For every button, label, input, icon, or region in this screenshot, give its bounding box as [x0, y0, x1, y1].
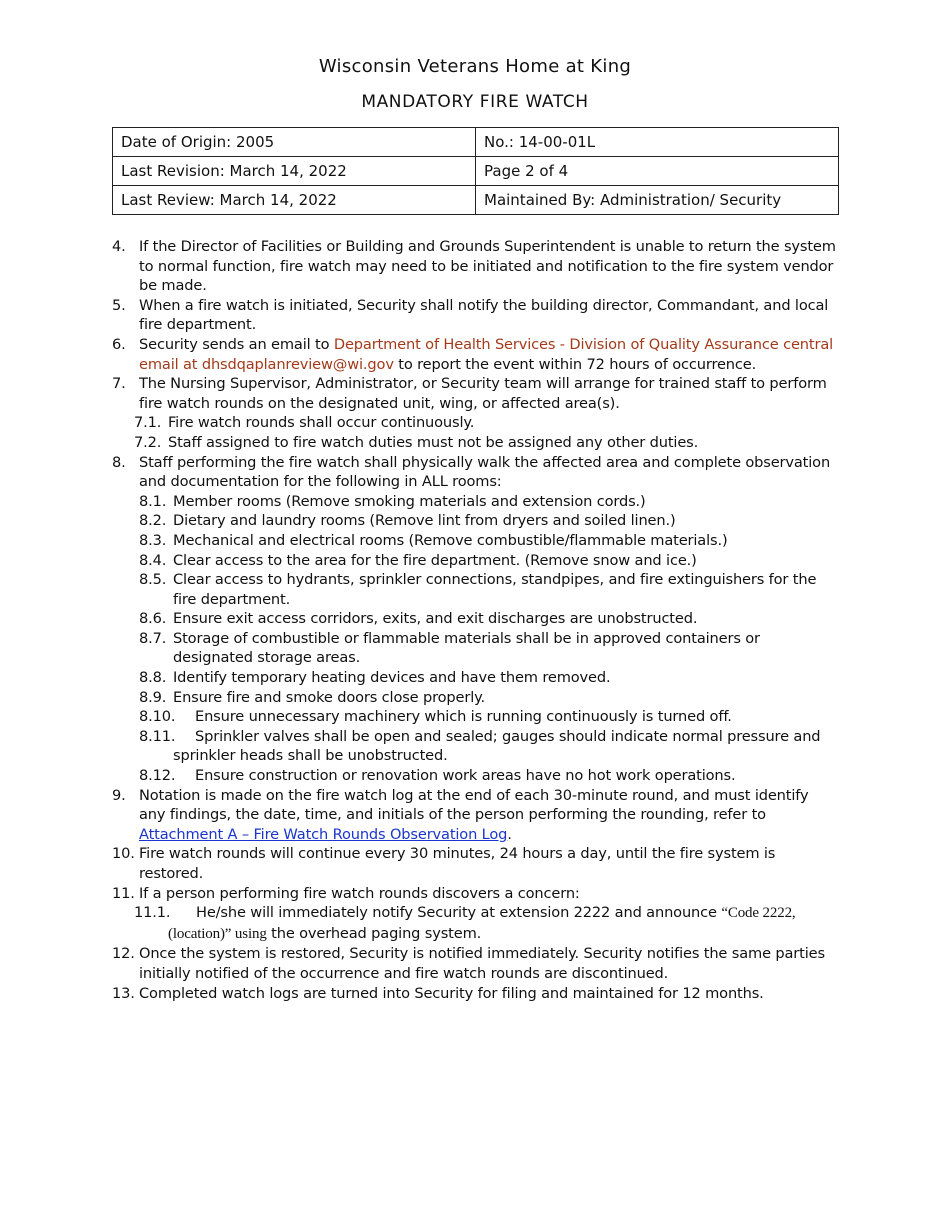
item-number: 8.2.: [139, 512, 167, 530]
list-item: [112, 688, 838, 708]
item-text: If a person performing fire watch rounds discovers a concern:: [139, 884, 580, 902]
item-text: Security sends an email to: [139, 335, 334, 353]
policy-number: No.: 14-00-01L: [476, 128, 839, 157]
item-text: Mechanical and electrical rooms (Remove combustible/flammable materials.): [173, 531, 728, 549]
item-number: 8.4.: [139, 551, 167, 569]
item-text: Completed watch logs are turned into Security for filing and maintained for 12 months.: [139, 984, 764, 1002]
item-text: If the Director of Facilities or Building and Grounds Superintendent is unable to return the system to normal function, fire watch may need to be initiated and notification to the fire system vendor be made.: [139, 238, 836, 295]
item-text: Staff performing the fire watch shall physically walk the affected area and complete observation and documentation for the following in ALL rooms:: [139, 453, 831, 491]
item-number: 8.12.: [139, 767, 176, 785]
item-number: 7.: [112, 375, 126, 393]
list-item: [112, 668, 838, 688]
list-item: [112, 453, 838, 492]
item-text: Staff assigned to fire watch duties must not be assigned any other duties.: [168, 433, 699, 451]
dqa-email-reference: Department of Health Services - Division of Quality Assurance central email at dhsdqaplanreview@wi.gov: [139, 335, 834, 373]
page-number: Page 2 of 4: [476, 157, 839, 186]
list-item: [112, 903, 838, 944]
last-review: Last Review: March 14, 2022: [113, 186, 476, 215]
item-number: 8.8.: [139, 669, 167, 687]
item-number: 13.: [112, 984, 135, 1002]
item-text: Sprinkler valves shall be open and sealed; gauges should indicate normal pressure and: [195, 727, 821, 745]
item-number: 11.: [112, 884, 135, 902]
item-text: Ensure unnecessary machinery which is running continuously is turned off.: [195, 708, 732, 726]
table-row: [113, 128, 839, 157]
list-item: [112, 433, 838, 453]
list-item: [112, 511, 838, 531]
item-text: Fire watch rounds shall occur continuously.: [168, 414, 475, 432]
item-number: 8.: [112, 453, 126, 471]
item-text: Clear access to the area for the fire department. (Remove snow and ice.): [173, 551, 697, 569]
item-text: Fire watch rounds will continue every 30 minutes, 24 hours a day, until the fire system is restored.: [139, 845, 776, 882]
procedure-list: [112, 237, 838, 1003]
list-item: [112, 984, 838, 1004]
list-item: [112, 884, 838, 904]
item-text: Notation is made on the fire watch log at the end of each 30-minute round, and must identify any findings, the date, time, and initials of the person performing the rounding, refer to: [139, 786, 809, 824]
attachment-a-link[interactable]: Attachment A – Fire Watch Rounds Observation Log: [139, 825, 508, 843]
code-announcement-location: (location)” using: [168, 925, 267, 942]
item-number: 8.10.: [139, 708, 176, 726]
list-item: [112, 335, 838, 374]
item-number: 6.: [112, 335, 126, 353]
item-text: Storage of combustible or flammable materials shall be in approved containers or designated storage areas.: [173, 629, 760, 667]
item-text: the overhead paging system.: [266, 924, 482, 942]
list-item: [112, 296, 838, 335]
item-text: to report the event within 72 hours of occurrence.: [393, 355, 757, 373]
policy-info-table: [112, 127, 839, 215]
list-item: [112, 786, 838, 845]
list-item: [112, 413, 838, 433]
item-number: 8.6.: [139, 610, 167, 628]
list-item: [112, 570, 838, 609]
list-item: [112, 707, 838, 727]
item-text: Identify temporary heating devices and have them removed.: [173, 669, 611, 687]
list-item: [112, 492, 838, 512]
item-number: 5.: [112, 296, 126, 314]
item-number: 8.3.: [139, 531, 167, 549]
table-row: [113, 186, 839, 215]
item-number: 8.5.: [139, 571, 167, 589]
item-number: 8.1.: [139, 492, 167, 510]
item-number: 7.2.: [134, 433, 162, 451]
item-number: 10.: [112, 845, 135, 863]
item-number: 8.9.: [139, 688, 167, 706]
item-number: 8.11.: [139, 727, 176, 745]
item-text: He/she will immediately notify Security at extension 2222 and announce: [196, 904, 722, 922]
item-number: 7.1.: [134, 414, 162, 432]
item-number: 12.: [112, 945, 135, 963]
list-item: [112, 609, 838, 629]
maintained-by: Maintained By: Administration/ Security: [476, 186, 839, 215]
document-title: MANDATORY FIRE WATCH: [361, 92, 589, 112]
list-item: [112, 766, 838, 786]
item-number: 4.: [112, 238, 126, 255]
item-text: Clear access to hydrants, sprinkler connections, standpipes, and fire extinguishers for the fire department.: [173, 571, 817, 608]
item-text: .: [507, 825, 512, 843]
item-text: Ensure construction or renovation work areas have no hot work operations.: [195, 767, 736, 785]
item-number: 8.7.: [139, 629, 167, 647]
list-item: [112, 551, 838, 571]
item-text-continued: sprinkler heads shall be unobstructed.: [173, 747, 448, 765]
date-of-origin: Date of Origin: 2005: [113, 128, 476, 157]
list-item: [112, 531, 838, 551]
item-text: The Nursing Supervisor, Administrator, or Security team will arrange for trained staff to perform fire watch rounds on the designated unit, wing, or affected area(s).: [139, 375, 827, 412]
item-text: Dietary and laundry rooms (Remove lint from dryers and soiled linen.): [173, 512, 676, 530]
item-text: Once the system is restored, Security is notified immediately. Security notifies the same parties initially notified of the occurrence and fire watch rounds are discontinued.: [139, 945, 825, 982]
table-row: [113, 157, 839, 186]
item-number: 11.1.: [134, 904, 171, 922]
org-name: Wisconsin Veterans Home at King: [318, 56, 632, 77]
item-number: 9.: [112, 786, 126, 804]
item-text: When a fire watch is initiated, Security shall notify the building director, Commandant, and local fire department.: [139, 296, 829, 334]
item-text: Ensure fire and smoke doors close properly.: [173, 688, 486, 706]
item-text: Ensure exit access corridors, exits, and exit discharges are unobstructed.: [173, 610, 698, 628]
list-item: [112, 944, 838, 983]
list-item: [112, 844, 838, 883]
code-announcement: “Code 2222,: [721, 905, 796, 922]
list-item: [112, 629, 838, 668]
last-revision: Last Revision: March 14, 2022: [113, 157, 476, 186]
list-item: [112, 374, 838, 413]
list-item: [112, 727, 838, 766]
item-text: Member rooms (Remove smoking materials and extension cords.): [173, 492, 646, 510]
list-item: [112, 237, 838, 296]
